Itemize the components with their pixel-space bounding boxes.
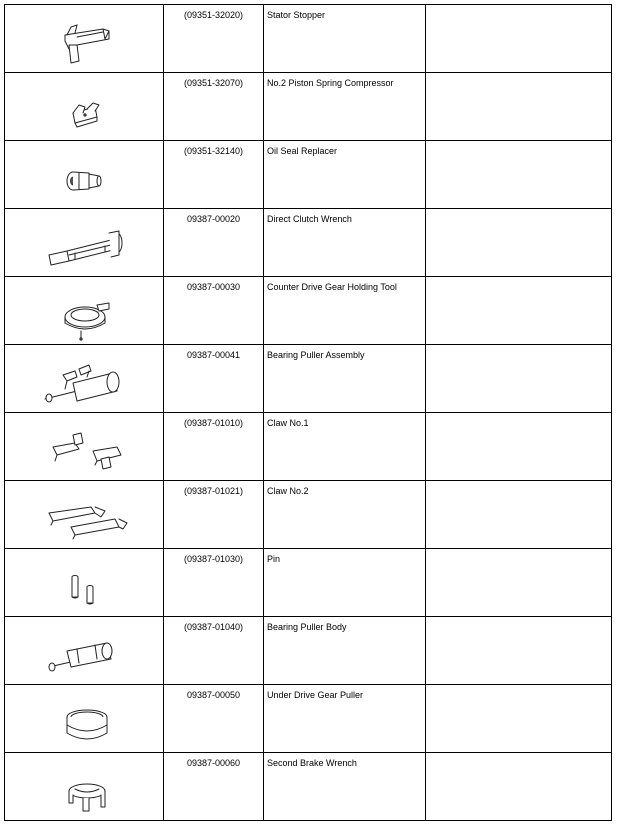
part-number: 09387-00030: [164, 277, 264, 345]
tool-name: Pin: [264, 549, 426, 617]
tool-image-cell: [5, 413, 164, 481]
part-number: (09351-32070): [164, 73, 264, 141]
claw-no1-icon: [5, 413, 163, 481]
table-row: [5, 549, 612, 617]
tool-name: Bearing Puller Body: [264, 617, 426, 685]
tool-image-cell: [5, 277, 164, 345]
bearing-puller-body-icon: [5, 617, 163, 685]
note-cell: [426, 5, 612, 73]
part-number: 09387-00020: [164, 209, 264, 277]
note-cell: [426, 277, 612, 345]
tool-image-cell: [5, 209, 164, 277]
direct-clutch-wrench-icon: [5, 209, 163, 277]
table-row: [5, 73, 612, 141]
table-row: [5, 5, 612, 73]
tool-name: Counter Drive Gear Holding Tool: [264, 277, 426, 345]
note-cell: [426, 685, 612, 753]
tool-name: Second Brake Wrench: [264, 753, 426, 821]
tool-name: No.2 Piston Spring Compressor: [264, 73, 426, 141]
table-row: [5, 753, 612, 821]
table-row: [5, 277, 612, 345]
pin-icon: [5, 549, 163, 617]
tool-image-cell: [5, 549, 164, 617]
part-number: (09387-01021): [164, 481, 264, 549]
second-brake-wrench-icon: [5, 753, 163, 821]
tool-image-cell: [5, 753, 164, 821]
tool-name: Claw No.2: [264, 481, 426, 549]
tool-image-cell: [5, 73, 164, 141]
note-cell: [426, 73, 612, 141]
tool-name: Stator Stopper: [264, 5, 426, 73]
table-row: [5, 685, 612, 753]
tool-name: Under Drive Gear Puller: [264, 685, 426, 753]
note-cell: [426, 549, 612, 617]
tool-name: Bearing Puller Assembly: [264, 345, 426, 413]
special-tools-table: [4, 4, 612, 821]
bearing-puller-assembly-icon: [5, 345, 163, 413]
tool-image-cell: [5, 617, 164, 685]
tool-image-cell: [5, 481, 164, 549]
tool-name: Oil Seal Replacer: [264, 141, 426, 209]
oil-seal-replacer-icon: [5, 141, 163, 209]
note-cell: [426, 753, 612, 821]
part-number: 09387-00060: [164, 753, 264, 821]
note-cell: [426, 617, 612, 685]
tool-image-cell: [5, 5, 164, 73]
note-cell: [426, 413, 612, 481]
table-row: [5, 413, 612, 481]
tool-image-cell: [5, 345, 164, 413]
part-number: (09351-32020): [164, 5, 264, 73]
table-row: [5, 481, 612, 549]
note-cell: [426, 481, 612, 549]
table-row: [5, 141, 612, 209]
table-row: [5, 617, 612, 685]
note-cell: [426, 345, 612, 413]
part-number: 09387-00041: [164, 345, 264, 413]
under-drive-gear-puller-icon: [5, 685, 163, 753]
table-row: [5, 345, 612, 413]
stator-stopper-icon: [5, 5, 163, 73]
part-number: (09387-01040): [164, 617, 264, 685]
gear-holding-tool-icon: [5, 277, 163, 345]
claw-no2-icon: [5, 481, 163, 549]
piston-spring-compressor-icon: [5, 73, 163, 141]
part-number: (09351-32140): [164, 141, 264, 209]
tool-name: Claw No.1: [264, 413, 426, 481]
part-number: (09387-01010): [164, 413, 264, 481]
table-row: [5, 209, 612, 277]
tool-image-cell: [5, 685, 164, 753]
note-cell: [426, 209, 612, 277]
note-cell: [426, 141, 612, 209]
tool-image-cell: [5, 141, 164, 209]
part-number: 09387-00050: [164, 685, 264, 753]
part-number: (09387-01030): [164, 549, 264, 617]
tool-name: Direct Clutch Wrench: [264, 209, 426, 277]
